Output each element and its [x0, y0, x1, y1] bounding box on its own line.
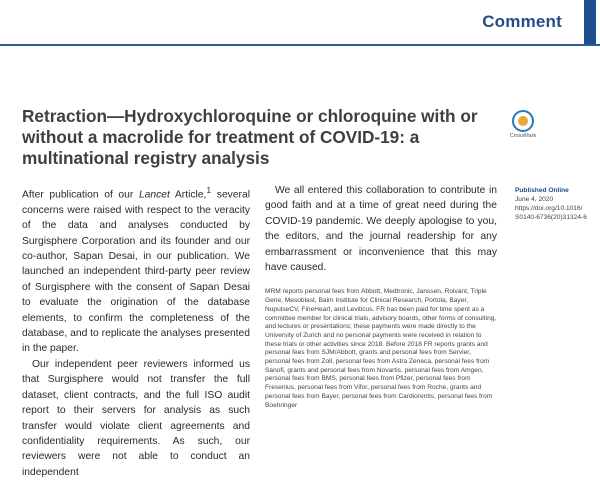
- published-online-label: Published Online: [515, 187, 569, 194]
- conflict-disclosure: MRM reports personal fees from Abbott, Medtronic, Janssen, Roivant, Triple Gene, Mesoblast, Baim Institute for Clinical Research, Portola, Bayer, NupulseCV, FineHeart, and Leviticus. FR has been paid for time spent as a committee member for clinical trials, advisory boards, other forms of consulting, and lectures or presentations; these payments were made directly to the University of Zurich and no personal payments were received in relation to these trials or other activities since 2018. Before 2018 FR reports grants and personal fees from SJM/Abbott, grants and personal fees from Servier, personal fees from Zoll, personal fees from Astra Zeneca, personal fees from Sanofi, grants and personal fees from Novartis, personal fees from Amgen, personal fees from BMS, personal fees from Pfizer, personal fees from Fresenius, personal fees from Vifor, personal fees from Roche, grants and personal fees from Bayer, personal fees from Cardiorentis, personal fees from Boehringer: [265, 288, 497, 409]
- doi-link[interactable]: https://doi.org/10.1016/ S0140-6736(20)31324-6: [515, 205, 587, 221]
- body-paragraph: We all entered this collaboration to contribute in good faith and at a time of great need during the COVID-19 pandemic. We deeply apologise to you, the editors, and the journal readership for any embarrassment or inconvenience that this may have caused.: [265, 185, 497, 274]
- reference-marker[interactable]: 1: [206, 185, 212, 195]
- left-column: [22, 183, 250, 480]
- paragraph-text: several concerns were raised with respect to the veracity of the data and analyses conducted by Surgisphere Corporation and its founder and our co-author, Sapan Desai, in our publication. We launched an independent third-party peer review of Surgisphere with the consent of Sapan Desai to evaluate the origination of the database elements, to confirm the completeness of the database, and to replicate the analyses presented in the paper.: [22, 189, 251, 355]
- publication-date: June 4, 2020: [515, 196, 554, 203]
- journal-name: Lancet: [138, 189, 170, 201]
- publication-sidebar: [515, 186, 595, 222]
- paragraph-text: After publication of our: [22, 189, 139, 201]
- header-rule: [0, 44, 600, 46]
- section-label: Comment: [482, 12, 562, 31]
- crossmark-icon: [512, 110, 534, 132]
- corner-accent: [584, 0, 596, 44]
- body-paragraph: [22, 183, 250, 357]
- crossmark-label: CrossMark: [509, 133, 537, 139]
- crossmark-badge[interactable]: [502, 108, 542, 142]
- paragraph-text: Article,: [169, 189, 207, 201]
- body-paragraph: Our independent peer reviewers informed us that Surgisphere would not transfer the full dataset, client contracts, and the full ISO audit report to their servers for analysis as such transfer would violate client agreements and confidentiality requirements. As such, our reviewers were not able to conduct an independent: [22, 358, 250, 478]
- article-title: Retraction—Hydroxychloroquine or chloroquine with or without a macrolide for treatment of COVID-19: a multinational registry analysis: [22, 106, 478, 168]
- middle-column: [265, 183, 497, 410]
